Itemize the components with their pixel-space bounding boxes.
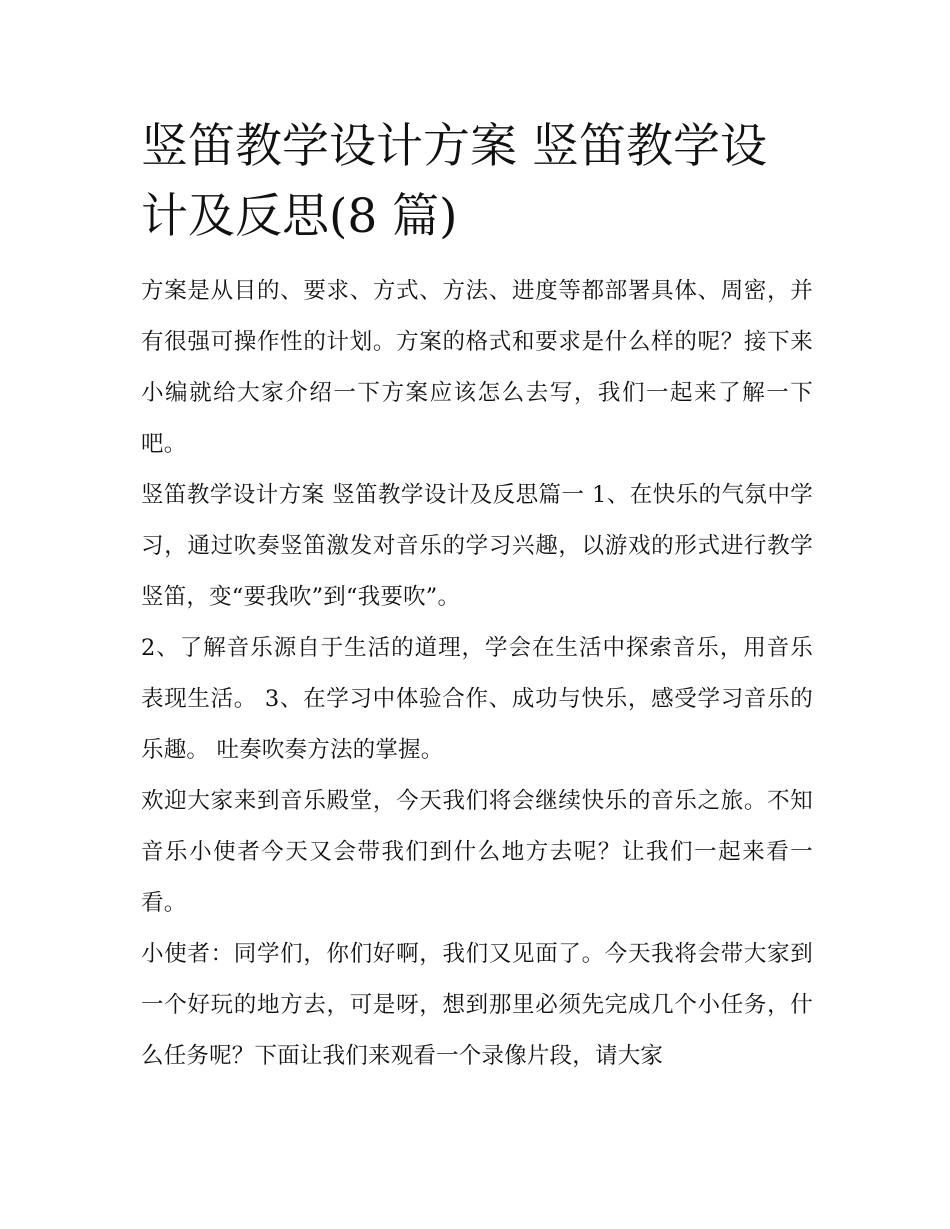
paragraph-intro: 方案是从目的、要求、方式、方法、进度等都部署具体、周密，并有很强可操作性的计划。方案的格式和要求是什么样的呢？接下来小编就给大家介绍一下方案应该怎么去写，我们一起来了解一下吧。 [141, 278, 813, 457]
paragraph-welcome: 欢迎大家来到音乐殿堂，今天我们将会继续快乐的音乐之旅。不知音乐小使者今天又会带我们到什么地方去呢？让我们一起来看一看。 [141, 788, 813, 916]
paragraph-messenger: 小使者：同学们，你们好啊，我们又见面了。今天我将会带大家到一个好玩的地方去，可是呀，想到那里必须先完成几个小任务，什么任务呢？下面让我们来观看一个录像片段，请大家 [141, 941, 813, 1069]
document-title: 竖笛教学设计方案 竖笛教学设计及反思(8 篇) [141, 119, 767, 244]
document-body [141, 112, 813, 1082]
paragraph-objective-1: 竖笛教学设计方案 竖笛教学设计及反思篇一 1、在快乐的气氛中学习，通过吹奏竖笛激发对音乐的学习兴趣，以游戏的形式进行教学竖笛，变“要我吹”到“我要吹”。 [141, 482, 813, 610]
paragraph-objective-2-3: 2、了解音乐源自于生活的道理，学会在生活中探索音乐，用音乐表现生活。 3、在学习中体验合作、成功与快乐，感受学习音乐的乐趣。 吐奏吹奏方法的掌握。 [141, 635, 813, 763]
title-spacing [141, 252, 813, 266]
